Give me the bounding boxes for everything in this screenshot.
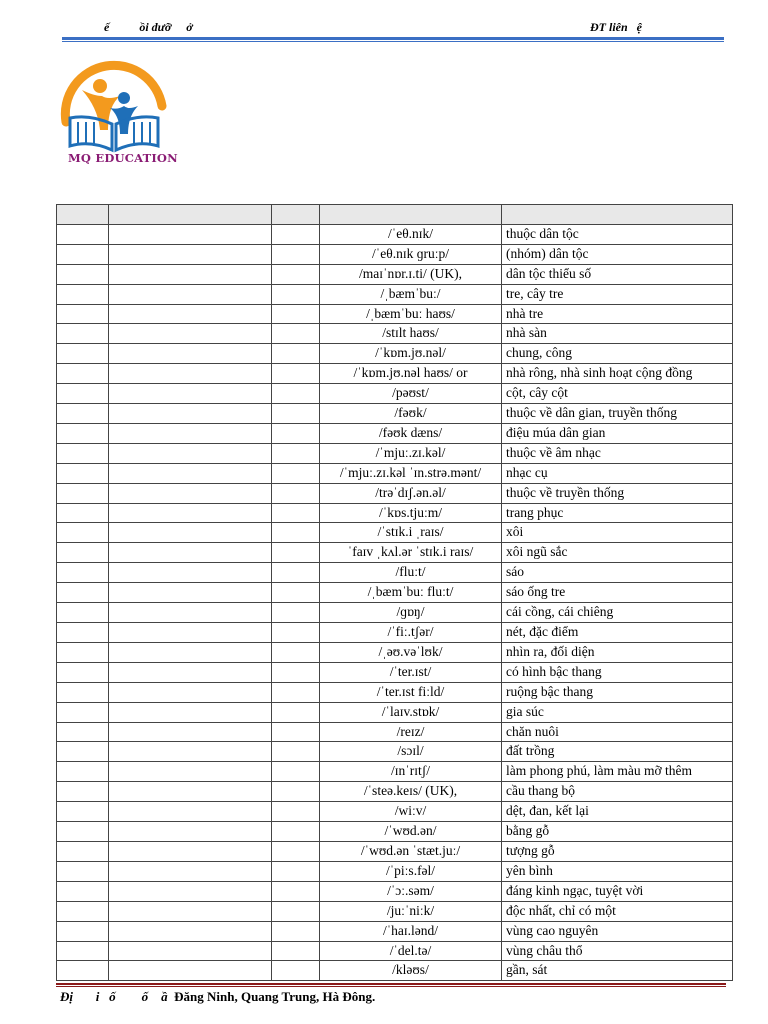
- empty-cell: [272, 961, 320, 981]
- vocabulary-table: [56, 204, 733, 981]
- meaning-cell: vùng cao nguyên: [502, 921, 733, 941]
- empty-cell: [272, 304, 320, 324]
- table-header-row: [57, 205, 733, 225]
- meaning-cell: dệt, đan, kết lại: [502, 802, 733, 822]
- empty-cell: [109, 722, 272, 742]
- footer-address: Đăng Ninh, Quang Trung, Hà Đông.: [174, 989, 376, 1004]
- empty-cell: [57, 443, 109, 463]
- empty-cell: [109, 841, 272, 861]
- header-cell: [57, 205, 109, 225]
- pronunciation-cell: /pəʊst/: [320, 384, 502, 404]
- empty-cell: [57, 662, 109, 682]
- meaning-cell: sáo ống tre: [502, 583, 733, 603]
- pronunciation-cell: /ˈkɒm.jʊ.nəl haʊs/ or: [320, 364, 502, 384]
- logo-text: MQ EDUCATION: [68, 151, 178, 165]
- empty-cell: [109, 623, 272, 643]
- meaning-cell: xôi ngũ sắc: [502, 543, 733, 563]
- meaning-cell: đáng kinh ngạc, tuyệt vời: [502, 881, 733, 901]
- empty-cell: [57, 503, 109, 523]
- meaning-cell: thuộc về truyền thống: [502, 483, 733, 503]
- meaning-cell: làm phong phú, làm màu mỡ thêm: [502, 762, 733, 782]
- meaning-cell: thuộc dân tộc: [502, 224, 733, 244]
- footer-text: [60, 989, 375, 1005]
- empty-cell: [57, 423, 109, 443]
- table-body: [57, 224, 733, 980]
- empty-cell: [109, 463, 272, 483]
- pronunciation-cell: /ˌbæmˈbuː fluːt/: [320, 583, 502, 603]
- table-row: [57, 901, 733, 921]
- empty-cell: [109, 264, 272, 284]
- meaning-cell: vùng châu thổ: [502, 941, 733, 961]
- empty-cell: [109, 523, 272, 543]
- empty-cell: [272, 244, 320, 264]
- empty-cell: [272, 921, 320, 941]
- table-row: [57, 583, 733, 603]
- pronunciation-cell: /stɪlt haʊs/: [320, 324, 502, 344]
- empty-cell: [57, 583, 109, 603]
- meaning-cell: cầu thang bộ: [502, 782, 733, 802]
- empty-cell: [272, 881, 320, 901]
- empty-cell: [57, 822, 109, 842]
- empty-cell: [57, 901, 109, 921]
- table-row: [57, 384, 733, 404]
- empty-cell: [272, 443, 320, 463]
- empty-cell: [272, 623, 320, 643]
- empty-cell: [272, 722, 320, 742]
- table-row: [57, 623, 733, 643]
- empty-cell: [57, 463, 109, 483]
- empty-cell: [272, 762, 320, 782]
- table-row: [57, 603, 733, 623]
- pronunciation-cell: /ˈlaɪv.stɒk/: [320, 702, 502, 722]
- empty-cell: [57, 941, 109, 961]
- pronunciation-cell: /ˈsteə.keɪs/ (UK),: [320, 782, 502, 802]
- table-row: [57, 682, 733, 702]
- empty-cell: [109, 682, 272, 702]
- meaning-cell: xôi: [502, 523, 733, 543]
- meaning-cell: trang phục: [502, 503, 733, 523]
- table-row: [57, 841, 733, 861]
- empty-cell: [57, 244, 109, 264]
- empty-cell: [109, 423, 272, 443]
- empty-cell: [57, 682, 109, 702]
- empty-cell: [57, 304, 109, 324]
- empty-cell: [57, 881, 109, 901]
- empty-cell: [57, 324, 109, 344]
- pronunciation-cell: /kləʊs/: [320, 961, 502, 981]
- empty-cell: [57, 702, 109, 722]
- empty-cell: [272, 583, 320, 603]
- table-row: [57, 344, 733, 364]
- header-cell: [109, 205, 272, 225]
- table-row: [57, 304, 733, 324]
- pronunciation-cell: /ˈpiːs.fəl/: [320, 861, 502, 881]
- table-row: [57, 284, 733, 304]
- table-row: [57, 822, 733, 842]
- footer-prefix: Đị i ố ố ầ: [60, 989, 175, 1004]
- header-left-text: ế ồi dưỡ ở: [104, 20, 193, 34]
- empty-cell: [272, 802, 320, 822]
- pronunciation-cell: /ɪnˈrɪtʃ/: [320, 762, 502, 782]
- meaning-cell: gia súc: [502, 702, 733, 722]
- empty-cell: [272, 523, 320, 543]
- meaning-cell: nhạc cụ: [502, 463, 733, 483]
- empty-cell: [57, 921, 109, 941]
- empty-cell: [57, 264, 109, 284]
- empty-cell: [109, 603, 272, 623]
- empty-cell: [57, 224, 109, 244]
- table-row: [57, 244, 733, 264]
- pronunciation-cell: /ˈstɪk.i ˌraɪs/: [320, 523, 502, 543]
- table-row: [57, 503, 733, 523]
- empty-cell: [109, 583, 272, 603]
- meaning-cell: cái cồng, cái chiêng: [502, 603, 733, 623]
- meaning-cell: nhà rông, nhà sinh hoạt cộng đồng: [502, 364, 733, 384]
- meaning-cell: có hình bậc thang: [502, 662, 733, 682]
- table-row: [57, 224, 733, 244]
- empty-cell: [109, 543, 272, 563]
- empty-cell: [272, 662, 320, 682]
- pronunciation-cell: /wiːv/: [320, 802, 502, 822]
- empty-cell: [57, 364, 109, 384]
- empty-cell: [57, 802, 109, 822]
- pronunciation-cell: /ˈhaɪ.lənd/: [320, 921, 502, 941]
- empty-cell: [109, 941, 272, 961]
- table-row: [57, 742, 733, 762]
- meaning-cell: sáo: [502, 563, 733, 583]
- empty-cell: [272, 642, 320, 662]
- empty-cell: [272, 503, 320, 523]
- empty-cell: [57, 384, 109, 404]
- pronunciation-cell: /fluːt/: [320, 563, 502, 583]
- pronunciation-cell: /ˌəʊ.vəˈlʊk/: [320, 642, 502, 662]
- empty-cell: [272, 324, 320, 344]
- meaning-cell: ruộng bậc thang: [502, 682, 733, 702]
- table-row: [57, 523, 733, 543]
- pronunciation-cell: /ˈwʊd.ən/: [320, 822, 502, 842]
- pronunciation-cell: /fəʊk/: [320, 404, 502, 424]
- empty-cell: [57, 782, 109, 802]
- meaning-cell: dân tộc thiểu số: [502, 264, 733, 284]
- empty-cell: [109, 662, 272, 682]
- empty-cell: [272, 543, 320, 563]
- empty-cell: [109, 324, 272, 344]
- empty-cell: [57, 563, 109, 583]
- empty-cell: [272, 742, 320, 762]
- meaning-cell: gần, sát: [502, 961, 733, 981]
- table-row: [57, 662, 733, 682]
- footer-rule: [56, 983, 726, 987]
- meaning-cell: yên bình: [502, 861, 733, 881]
- empty-cell: [57, 762, 109, 782]
- pronunciation-cell: /juːˈniːk/: [320, 901, 502, 921]
- table-row: [57, 443, 733, 463]
- empty-cell: [272, 841, 320, 861]
- empty-cell: [109, 344, 272, 364]
- empty-cell: [109, 881, 272, 901]
- empty-cell: [109, 762, 272, 782]
- empty-cell: [57, 642, 109, 662]
- meaning-cell: cột, cây cột: [502, 384, 733, 404]
- empty-cell: [272, 901, 320, 921]
- pronunciation-cell: /ˈeθ.nɪk ɡruːp/: [320, 244, 502, 264]
- empty-cell: [272, 941, 320, 961]
- pronunciation-cell: /ˌbæmˈbuː haʊs/: [320, 304, 502, 324]
- empty-cell: [109, 563, 272, 583]
- meaning-cell: nét, đặc điểm: [502, 623, 733, 643]
- table-row: [57, 762, 733, 782]
- empty-cell: [272, 861, 320, 881]
- empty-cell: [109, 443, 272, 463]
- pronunciation-cell: /ˈɔː.səm/: [320, 881, 502, 901]
- empty-cell: [57, 523, 109, 543]
- empty-cell: [272, 603, 320, 623]
- table-row: [57, 463, 733, 483]
- empty-cell: [109, 961, 272, 981]
- empty-cell: [57, 603, 109, 623]
- pronunciation-cell: /ˌbæmˈbuː/: [320, 284, 502, 304]
- table-row: [57, 782, 733, 802]
- table-row: [57, 722, 733, 742]
- meaning-cell: chung, công: [502, 344, 733, 364]
- header-right-text: ĐT liên ệ: [590, 20, 642, 34]
- table-row: [57, 264, 733, 284]
- pronunciation-cell: /ˈkɒs.tjuːm/: [320, 503, 502, 523]
- empty-cell: [57, 623, 109, 643]
- empty-cell: [109, 404, 272, 424]
- pronunciation-cell: /ɡɒŋ/: [320, 603, 502, 623]
- empty-cell: [272, 344, 320, 364]
- pronunciation-cell: /ˈmjuː.zɪ.kəl ˈɪn.strə.mənt/: [320, 463, 502, 483]
- table-row: [57, 324, 733, 344]
- empty-cell: [272, 284, 320, 304]
- empty-cell: [57, 284, 109, 304]
- pronunciation-cell: /ˈwʊd.ən ˈstæt.juː/: [320, 841, 502, 861]
- empty-cell: [109, 702, 272, 722]
- header-rule: [62, 37, 724, 42]
- table-row: [57, 961, 733, 981]
- empty-cell: [57, 961, 109, 981]
- empty-cell: [272, 822, 320, 842]
- empty-cell: [272, 364, 320, 384]
- pronunciation-cell: /ˈkɒm.jʊ.nəl/: [320, 344, 502, 364]
- pronunciation-cell: /ˈmjuː.zɪ.kəl/: [320, 443, 502, 463]
- empty-cell: [57, 861, 109, 881]
- empty-cell: [272, 782, 320, 802]
- empty-cell: [109, 384, 272, 404]
- empty-cell: [109, 802, 272, 822]
- empty-cell: [57, 841, 109, 861]
- meaning-cell: độc nhất, chỉ có một: [502, 901, 733, 921]
- empty-cell: [109, 304, 272, 324]
- table-row: [57, 921, 733, 941]
- empty-cell: [109, 861, 272, 881]
- empty-cell: [57, 344, 109, 364]
- empty-cell: [57, 543, 109, 563]
- table-row: [57, 881, 733, 901]
- meaning-cell: điệu múa dân gian: [502, 423, 733, 443]
- meaning-cell: (nhóm) dân tộc: [502, 244, 733, 264]
- table-row: [57, 861, 733, 881]
- empty-cell: [109, 244, 272, 264]
- empty-cell: [109, 822, 272, 842]
- meaning-cell: thuộc về âm nhạc: [502, 443, 733, 463]
- meaning-cell: đất trồng: [502, 742, 733, 762]
- table-row: [57, 483, 733, 503]
- empty-cell: [109, 284, 272, 304]
- pronunciation-cell: /sɔɪl/: [320, 742, 502, 762]
- header-cell: [320, 205, 502, 225]
- empty-cell: [57, 742, 109, 762]
- empty-cell: [272, 264, 320, 284]
- empty-cell: [109, 642, 272, 662]
- header-cell: [272, 205, 320, 225]
- empty-cell: [109, 782, 272, 802]
- pronunciation-cell: /maɪˈnɒr.ɪ.ti/ (UK),: [320, 264, 502, 284]
- empty-cell: [109, 483, 272, 503]
- pronunciation-cell: /ˈdel.tə/: [320, 941, 502, 961]
- pronunciation-cell: /trəˈdɪʃ.ən.əl/: [320, 483, 502, 503]
- meaning-cell: tượng gỗ: [502, 841, 733, 861]
- pronunciation-cell: /ˈeθ.nɪk/: [320, 224, 502, 244]
- table-row: [57, 404, 733, 424]
- empty-cell: [109, 921, 272, 941]
- table-row: [57, 563, 733, 583]
- empty-cell: [272, 384, 320, 404]
- pronunciation-cell: /fəʊk dæns/: [320, 423, 502, 443]
- meaning-cell: tre, cây tre: [502, 284, 733, 304]
- empty-cell: [109, 364, 272, 384]
- pronunciation-cell: /ˈter.ɪst fiːld/: [320, 682, 502, 702]
- header-cell: [502, 205, 733, 225]
- empty-cell: [272, 563, 320, 583]
- table-row: [57, 364, 733, 384]
- pronunciation-cell: /ˈfiː.tʃər/: [320, 623, 502, 643]
- empty-cell: [109, 503, 272, 523]
- table-row: [57, 941, 733, 961]
- table-row: [57, 702, 733, 722]
- empty-cell: [57, 722, 109, 742]
- empty-cell: [109, 742, 272, 762]
- meaning-cell: nhà tre: [502, 304, 733, 324]
- empty-cell: [272, 423, 320, 443]
- pronunciation-cell: ˈfaɪv ˌkʌl.ər ˈstɪk.i raɪs/: [320, 543, 502, 563]
- empty-cell: [109, 224, 272, 244]
- table-row: [57, 543, 733, 563]
- table-row: [57, 423, 733, 443]
- meaning-cell: nhìn ra, đối diện: [502, 642, 733, 662]
- empty-cell: [272, 404, 320, 424]
- empty-cell: [57, 404, 109, 424]
- empty-cell: [272, 463, 320, 483]
- meaning-cell: chăn nuôi: [502, 722, 733, 742]
- pronunciation-cell: /ˈter.ɪst/: [320, 662, 502, 682]
- empty-cell: [272, 224, 320, 244]
- empty-cell: [272, 483, 320, 503]
- empty-cell: [109, 901, 272, 921]
- table-row: [57, 642, 733, 662]
- meaning-cell: thuộc về dân gian, truyền thống: [502, 404, 733, 424]
- meaning-cell: bằng gỗ: [502, 822, 733, 842]
- empty-cell: [272, 702, 320, 722]
- empty-cell: [57, 483, 109, 503]
- table-row: [57, 802, 733, 822]
- pronunciation-cell: /reɪz/: [320, 722, 502, 742]
- meaning-cell: nhà sàn: [502, 324, 733, 344]
- empty-cell: [272, 682, 320, 702]
